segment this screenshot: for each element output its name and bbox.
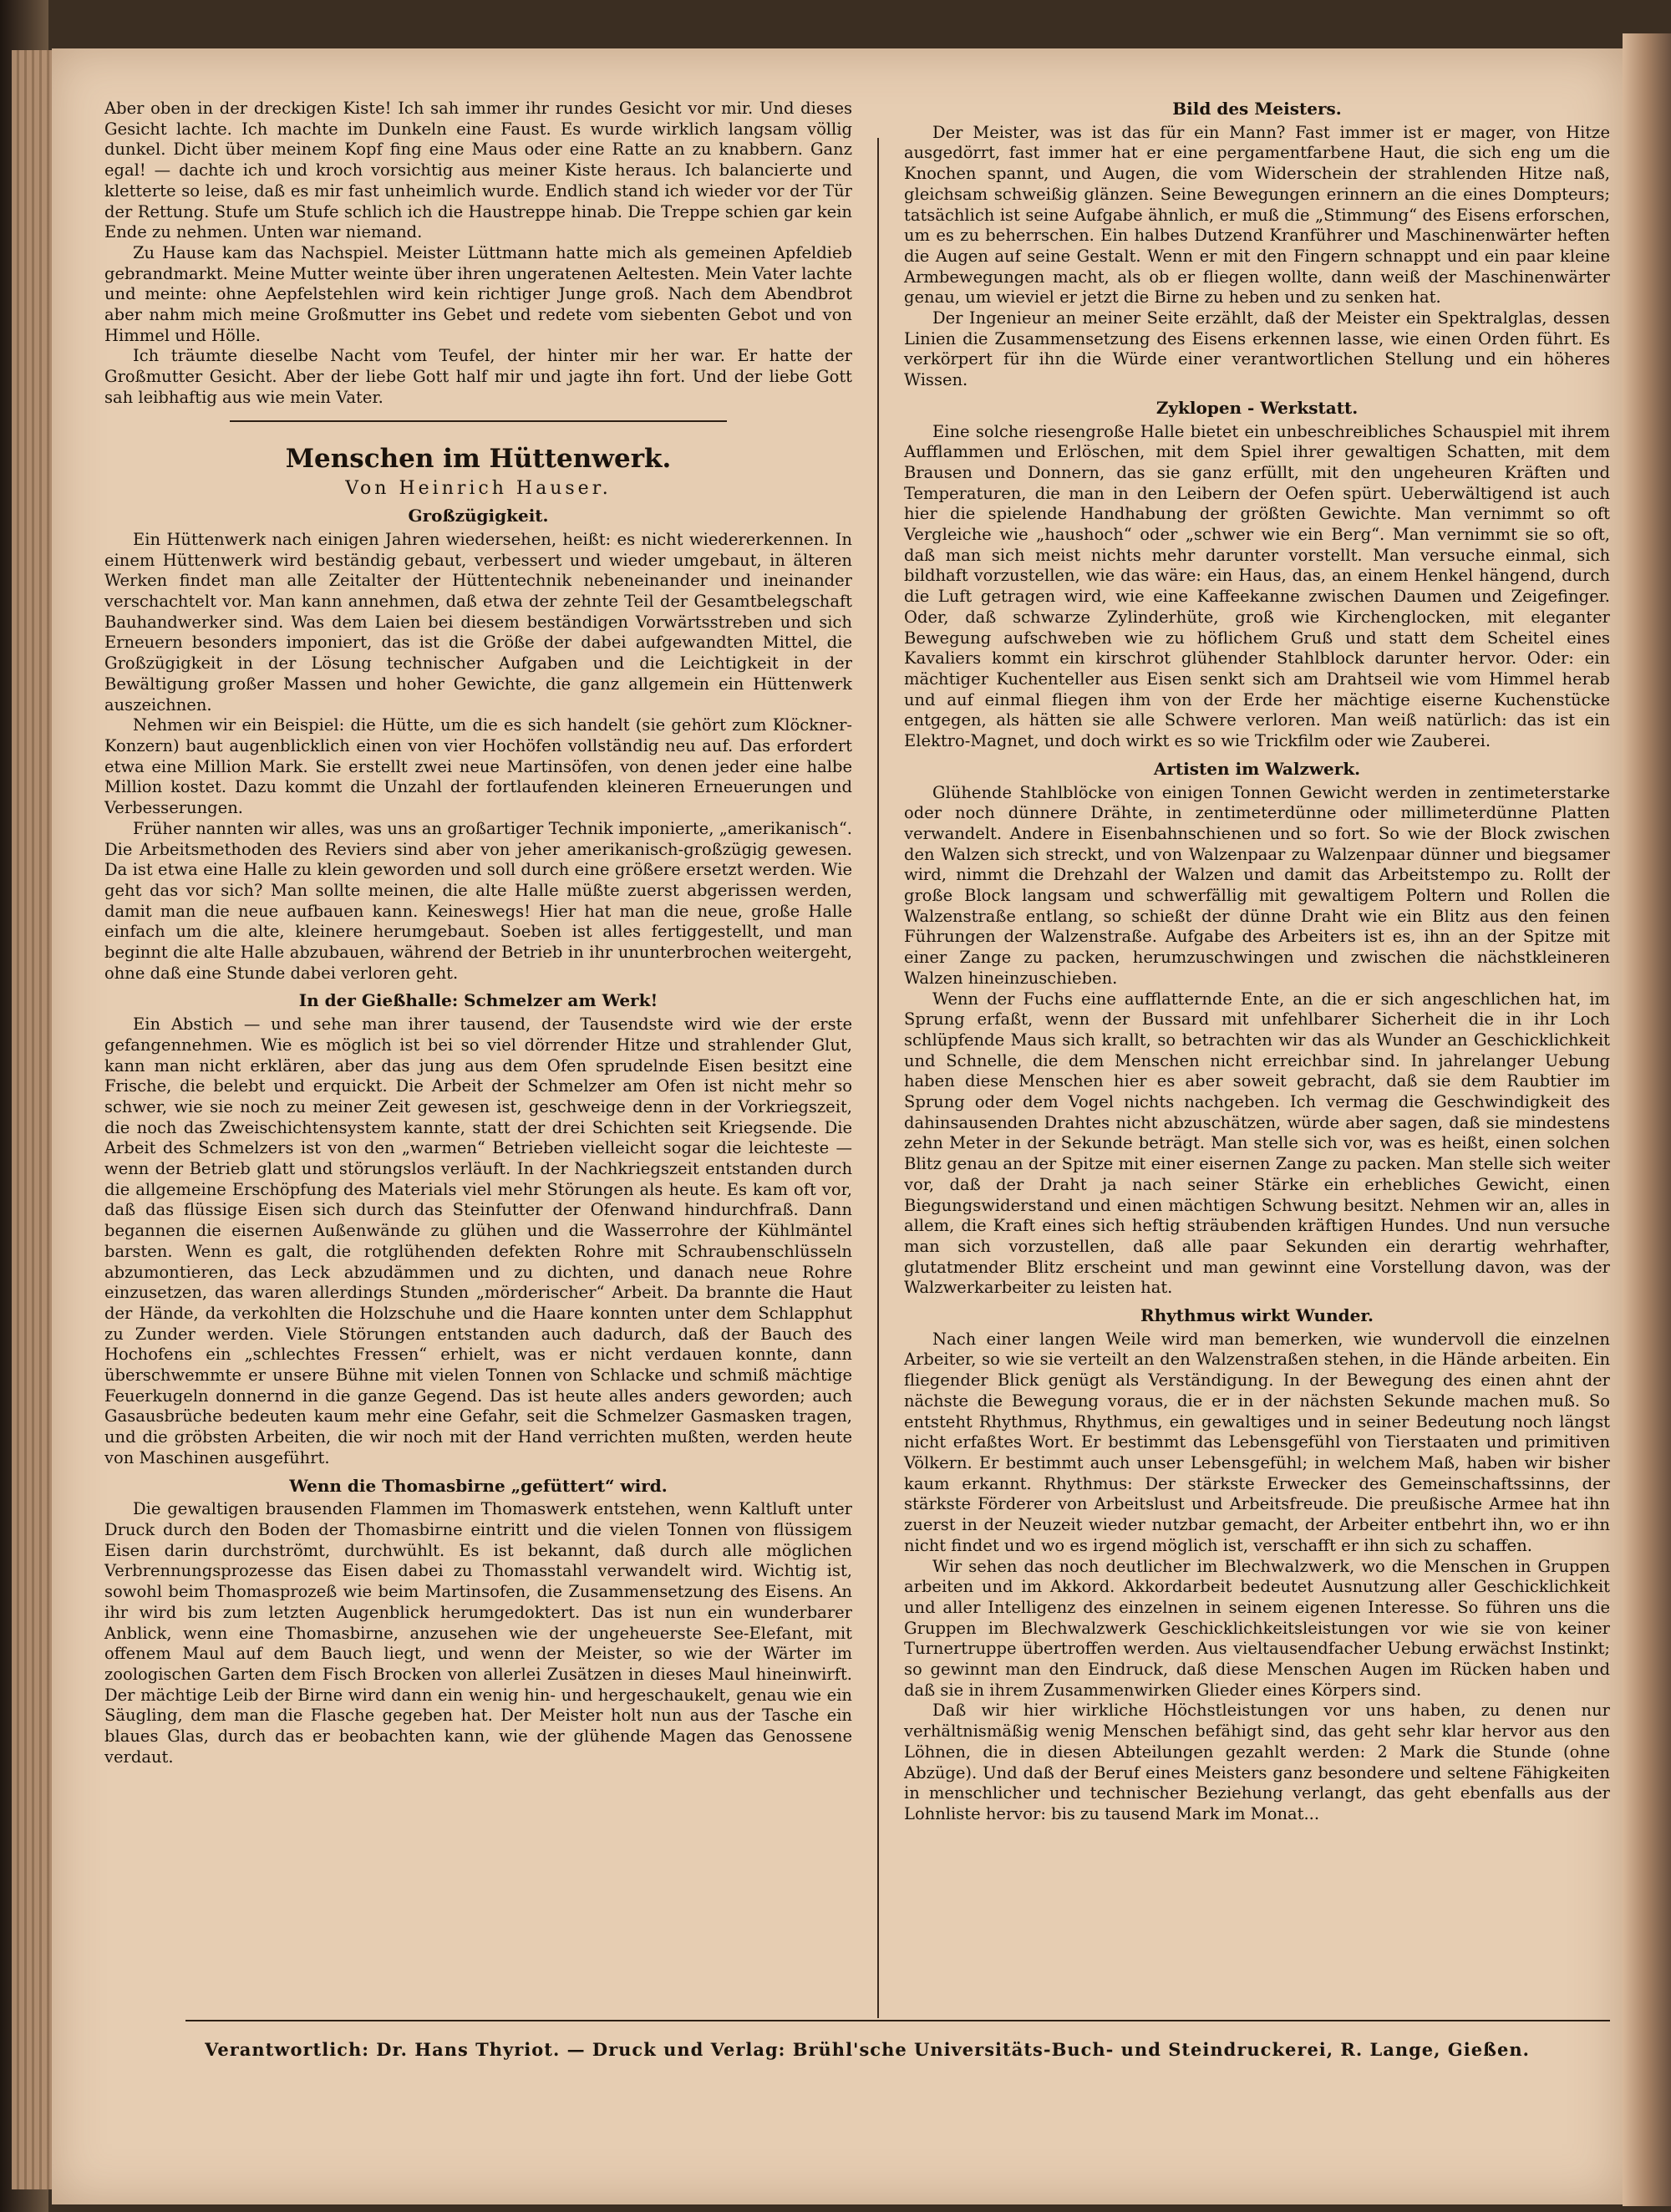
article-paragraph: Ein Abstich — und sehe man ihrer tausend, der Tausendste wird wie der erste gefangennehmen. Wie es möglich ist bei so viel dörrender Hitze und strahlender Glut, kann man nicht erklären, aber das jung aus dem Ofen sprudelnde Eisen besitzt eine Frische, die belebt und erquickt. Die Arbeit der Schmelzer am Ofen ist nicht mehr so schwer, wie sie noch zu meiner Zeit gewesen ist, geschweige denn in der Vorkriegszeit, die noch das Zweischichtensystem kannte, statt der drei Schichten seit Kriegsende. Die Arbeit des Schmelzers ist von den „warmen“ Betrieben vielleicht sogar die leichteste — wenn der Betrieb glatt und störungslos verläuft. In der Nachkriegszeit entstanden durch die allgemeine Erschöpfung des Materials viel mehr Störungen als heute. Es kam oft vor, daß das flüssige Eisen sich durch das Steinfutter der Ofenwand hindurchfraß. Dann begannen die eisernen Außenwände zu glühen und die Wasserrohre der Kühlmäntel barsten. Wenn es galt, die rotglühenden defekten Rohre mit Schraubenschlüsseln abzumontieren, das Leck abzudämmen und zu dichten, und danach neue Rohre einzusetzen, das waren allerdings Stunden „mörderischer“ Arbeit. Da brannte die Haut der Hände, da verkohlten die Holzschuhe und die Haare konnten unter dem Schlapphut zu Zunder werden. Viele Störungen entstanden auch dadurch, daß der Bauch des Hochofens ein „schlechtes Fressen“ erhielt, was er nicht verdauen konnte, dann überschwemmte er unsere Bühne mit vielen Tonnen von Schlacke und schmiß mächtige Feuerkugeln donnernd in die ganze Gegend. Das ist heute alles anders geworden; auch Gasausbrüche bedeuten kaum mehr eine Gefahr, seit die Schmelzer Gasmasken tragen, und die gröbsten Arbeiten, die wir noch mit der Hand verrichten mußten, werden heute von Maschinen ausgeführt. (104, 1014, 852, 1467)
article-byline: Von Heinrich Hauser. (345, 477, 612, 499)
story-separator (230, 420, 727, 422)
story-paragraph: Aber oben in der dreckigen Kiste! Ich sah immer ihr rundes Gesicht vor mir. Und dieses Gesicht lachte. Ich machte im Dunkeln eine Faust. Es wurde wirklich langsam völlig dunkel. Dicht über meinem Kopf fing eine Maus oder eine Ratte an zu knabbern. Ganz egal! — dachte ich und kroch vorsichtig aus meiner Kiste heraus. Ich balancierte und kletterte so leise, daß es mir fast unheimlich wurde. Endlich stand ich wieder vor der Tür der Rettung. Stufe um Stufe schlich ich die Haustreppe hinab. Die Treppe schien gar kein Ende zu nehmen. Unten war niemand. (104, 99, 852, 242)
section-heading: Großzügigkeit. (408, 506, 549, 526)
section-heading: Bild des Meisters. (1172, 99, 1342, 119)
section-heading: In der Gießhalle: Schmelzer am Werk! (298, 990, 658, 1011)
article-paragraph: Wenn der Fuchs eine aufflatternde Ente, an die er sich angeschlichen hat, im Sprung erfaßt, wenn der Bussard mit unfehlbarer Sicherheit die in ihr Loch schlüpfende Maus sich krallt, so betrachten wir das als Wunder an Geschicklichkeit und Schnelle, die dem Menschen nicht erreichbar sind. In jahrelanger Uebung haben diese Menschen hier es aber soweit gebracht, daß sie dem Raubtier im Sprung oder dem Vogel nichts nachgeben. Ich vermag die Geschwindigkeit des dahinsausenden Drahtes nicht abzuschätzen, würde aber sagen, daß sie mindestens zehn Meter in der Sekunde beträgt. Man stelle sich vor, was es heißt, einen solchen Blitz genau an der Spitze mit einer eisernen Zange zu packen. Man stelle sich weiter vor, daß der Draht ja nach seiner Stärke ein erhebliches Gewicht, einen Biegungswiderstand und einen mächtigen Schwung besitzt. Nehmen wir an, alles in allem, die Kraft eines sich heftig sträubenden kräftigen Hundes. Und nun versuche man sich vorzustellen, daß alle paar Sekunden ein derartig wehrhafter, glutatmender Blitz erscheint und man gewinnt eine Vorstellung davon, was der Walzwerkarbeiter zu leisten hat. (904, 989, 1610, 1298)
article-paragraph: Die gewaltigen brausenden Flammen im Thomaswerk entstehen, wenn Kaltluft unter Druck durch den Boden der Thomasbirne eintritt und die vielen Tonnen von flüssigem Eisen darin durchströmt, durchwühlt. Es ist bekannt, daß durch alle möglichen Verbrennungsprozesse das Eisen dabei zu Thomasstahl verwandelt wird. Wichtig ist, sowohl beim Thomasprozeß wie beim Martinsofen, die Zusammensetzung des Eisens. An ihr wird bis zum letzten Augenblick herumgedoktert. Das ist nun ein wunderbarer Anblick, wenn eine Thomasbirne, anzusehen wie der ungeheuerste See-Elefant, mit offenem Maul auf dem Bauch liegt, und wenn der Meister, so wie der Wärter im zoologischen Garten dem Fisch Brocken von allerlei Zusätzen in dieses Maul hineinwirft. Der mächtige Leib der Birne wird dann ein wenig hin- und hergeschaukelt, genau wie ein Säugling, dem man die Flasche gegeben hat. Der Meister holt nun aus der Tasche ein blaues Glas, durch das er beobachten kann, wie der glühende Magen das Genossene verdaut. (104, 1499, 852, 1767)
page-stack-right (1623, 33, 1671, 2206)
article-paragraph: Der Meister, was ist das für ein Mann? Fast immer ist er mager, von Hitze ausgedörrt, fast immer hat er eine pergamentfarbene Haut, die sich eng um die Knochen spannt, und Augen, die vom Widerschein der strahlenden Hitze naß, gleichsam schweißig glänzen. Seine Bewegungen erinnern an die eines Dompteurs; tatsächlich ist seine Aufgabe ähnlich, er muß die „Stimmung“ des Eisens erforschen, um es zu beherrschen. Ein halbes Dutzend Kranführer und Maschinenwärter heften die Augen auf seine Gestalt. Wenn er mit den Fingern schnappt und ein paar kleine Armbewegungen macht, als ob er fliegen wollte, dann weiß der Maschinenwärter genau, um wieviel er jetzt die Birne zu heben und zu senken hat. (904, 122, 1610, 308)
article-paragraph: Eine solche riesengroße Halle bietet ein unbeschreibliches Schauspiel mit ihrem Aufflammen und Erlöschen, mit dem Spiel ihrer gewaltigen Schatten, mit dem Brausen und Donnern, das sie ganz erfüllt, mit den ungeheuren Kräften und Temperaturen, die man in den Leibern der Oefen spürt. Ueberwältigend ist auch hier die spielende Handhabung der größten Gewichte. Man vernimmt so oft Vergleiche wie „haushoch“ oder „schwer wie ein Berg“. Man vernimmt sie so oft, daß man sich meist nichts mehr darunter vorstellt. Man versuche einmal, sich bildhaft vorzustellen, wie das wäre: ein Haus, das, an einem Henkel hängend, durch die Luft getragen wird, wie eine Kaffeekanne zwischen Daumen und Zeigefinger. Oder, daß schwarze Zylinderhüte, groß wie Kirchenglocken, mit eleganter Bewegung aufschweben wie zu höflichem Gruß und statt dem Scheitel eines Kavaliers kommt ein kirschrot glühender Stahlblock darunter hervor. Oder: ein mächtiger Kuchenteller aus Eisen senkt sich am Drahtseil wie vom Himmel herab und auf einmal fliegen ihm von der Erde her mächtige eiserne Kuchenstücke entgegen, als hätten sie alle Schwere verloren. Man weiß natürlich: das ist ein Elektro-Magnet, und doch wirkt es so wie Trickfilm oder wie Zauberei. (904, 421, 1610, 751)
left-column (104, 99, 852, 1767)
story-paragraph: Zu Hause kam das Nachspiel. Meister Lüttmann hatte mich als gemeinen Apfeldieb gebrandmarkt. Meine Mutter weinte über ihren ungeratenen Aeltesten. Mein Vater lachte und meinte: ohne Aepfelstehlen wird kein richtiger Junge groß. Nach dem Abendbrot aber nahm mich meine Großmutter ins Gebet und redete vom siebenten Gebot und von Himmel und Hölle. (104, 242, 852, 345)
column-divider (877, 138, 879, 2018)
section-heading: Artisten im Walzwerk. (1153, 758, 1361, 779)
printer-imprint: Verantwortlich: Dr. Hans Thyriot. — Druck und Verlag: Brühl'sche Universitäts-Buch- und Steindruckerei, R. Lange, Gießen. (205, 2039, 1530, 2060)
section-heading: Rhythmus wirkt Wunder. (1140, 1305, 1374, 1326)
section-heading: Wenn die Thomasbirne „gefüttert“ wird. (289, 1475, 668, 1496)
article-paragraph: Früher nannten wir alles, was uns an großartiger Technik imponierte, „amerikanisch“. Die Arbeitsmethoden des Reviers sind aber von jeher amerikanisch-großzügig gewesen. Da ist etwa eine Halle zu klein geworden und soll durch eine größere ersetzt werden. Wie geht das vor sich? Man sollte meinen, die alte Halle müßte zuerst abgerissen werden, damit man die neue aufbauen kann. Keineswegs! Hier hat man die neue, große Halle einfach um die alte, kleinere herumgebaut. Soeben ist alles fertiggestellt, und man beginnt die alte Halle abzubauen, während der Betrieb in ihr ununterbrochen weitergeht, ohne daß eine Stunde dabei verloren geht. (104, 818, 852, 983)
article-paragraph: Wir sehen das noch deutlicher im Blechwalzwerk, wo die Menschen in Gruppen arbeiten und im Akkord. Akkordarbeit bedeutet Ausnutzung aller Geschicklichkeit und aller Intelligenz des einzelnen in seinem eigenen Interesse. So führen uns die Gruppen im Blechwalzwerk Geschicklichkeitsleistungen vor wie sie von keiner Turnertruppe übertroffen werden. Aus vieltausendfacher Uebung erwächst Instinkt; so gewinnt man den Eindruck, daß diese Menschen Augen im Rücken haben und daß sie in ihrem Zusammenwirken Glieder eines Körpers sind. (904, 1556, 1610, 1700)
article-paragraph: Nehmen wir ein Beispiel: die Hütte, um die es sich handelt (sie gehört zum Klöckner-Konzern) baut augenblicklich einen von vier Hochöfen vollständig neu auf. Das erfordert etwa eine Million Mark. Sie erstellt zwei neue Martinsöfen, von denen jeder eine halbe Million kostet. Dazu kommt die Unzahl der fortlaufenden kleineren Erneuerungen und Verbesserungen. (104, 715, 852, 818)
article-paragraph: Nach einer langen Weile wird man bemerken, wie wundervoll die einzelnen Arbeiter, so wie sie verteilt an den Walzenstraßen stehen, in die Hände arbeiten. Ein fliegender Blick genügt als Verständigung. In der Bewegung des einen ahnt der nächste die Bewegung voraus, die er in der nächsten Sekunde machen muß. So entsteht Rhythmus, Rhythmus, ein gewaltiges und in seiner Bedeutung noch längst nicht erfaßtes Wort. Er bestimmt das Lebensgefühl von Tierstaaten und primitiven Völkern. Er bestimmt auch unser Lebensgefühl; in welchem Maß, haben wir bisher kaum erkannt. Rhythmus: Der stärkste Erwecker des Gemeinschaftssinns, der stärkste Förderer von Arbeitslust und Arbeitsfreude. Die preußische Armee hat ihn zuerst in der Neuzeit wieder nutzbar gemacht, der Arbeiter entbehrt ihn, wo er ihn nicht findet und wo es irgend möglich ist, verschafft er ihn sich zu schaffen. (904, 1329, 1610, 1555)
article-paragraph: Glühende Stahlblöcke von einigen Tonnen Gewicht werden in zentimeterstarke oder noch dünnere Drähte, in zentimeterdünne oder millimeterdünne Platten verwandelt. Andere in Eisenbahnschienen und so fort. So wie der Block zwischen den Walzen sich streckt, und von Walzenpaar zu Walzenpaar dünner und biegsamer wird, nimmt die Drehzahl der Walzen und damit das Arbeitstempo zu. Rollt der große Block langsam und schwerfällig mit gewaltigem Poltern und Rollen die Walzenstraße entlang, so schießt der dünne Draht wie ein Blitz aus den feinen Führungen der Walzenstraße. Aufgabe des Arbeiters ist es, ihn an der Spitze mit einer Zange zu packen, herumzuschwingen und zwischen die nächstkleineren Walzen hineinzuschieben. (904, 782, 1610, 988)
story-paragraph: Ich träumte dieselbe Nacht vom Teufel, der hinter mir her war. Er hatte der Großmutter Gesicht. Aber der liebe Gott half mir und jagte ihn fort. Und der liebe Gott sah leibhaftig aus wie mein Vater. (104, 346, 852, 407)
footer-rule (185, 2020, 1610, 2021)
right-column (904, 99, 1610, 1825)
article-paragraph: Der Ingenieur an meiner Seite erzählt, daß der Meister ein Spektralglas, dessen Linien die Zusammensetzung des Eisens erkennen lasse, wie einen Orden führt. Es verkörpert für ihn die Würde einer verantwortlichen Stellung und ein höheres Wissen. (904, 308, 1610, 390)
article-title: Menschen im Hüttenwerk. (285, 443, 672, 474)
article-paragraph: Daß wir hier wirkliche Höchstleistungen vor uns haben, zu denen nur verhältnismäßig wenig Menschen befähigt sind, das geht sehr klar hervor aus den Löhnen, die in diesen Abteilungen gezahlt werden: 2 Mark die Stunde (ohne Abzüge). Und daß der Beruf eines Meisters ganz besondere und seltene Fähigkeiten in menschlicher und technischer Beziehung verlangt, das geht ebenfalls aus der Lohnliste hervor: bis zu tausend Mark im Monat... (904, 1701, 1610, 1823)
section-heading: Zyklopen - Werkstatt. (1155, 397, 1359, 418)
article-paragraph: Ein Hüttenwerk nach einigen Jahren wiedersehen, heißt: es nicht wiedererkennen. In einem Hüttenwerk wird beständig gebaut, verbessert und wieder umgebaut, in älteren Werken findet man alle Zeitalter der Hüttentechnik nebeneinander und ineinander verschachtelt vor. Man kann annehmen, daß etwa der zehnte Teil der Gesamtbelegschaft Bauhandwerker sind. Was dem Laien bei diesem beständigen Vorwärtsstreben und sich Erneuern besonders imponiert, das ist die Größe der dabei aufgewandten Mittel, die Großzügigkeit in der Lösung technischer Aufgaben und die Leichtigkeit in der Bewältigung großer Massen und hoher Gewichte, die ganz allgemein ein Hüttenwerk auszeichnen. (104, 529, 852, 714)
